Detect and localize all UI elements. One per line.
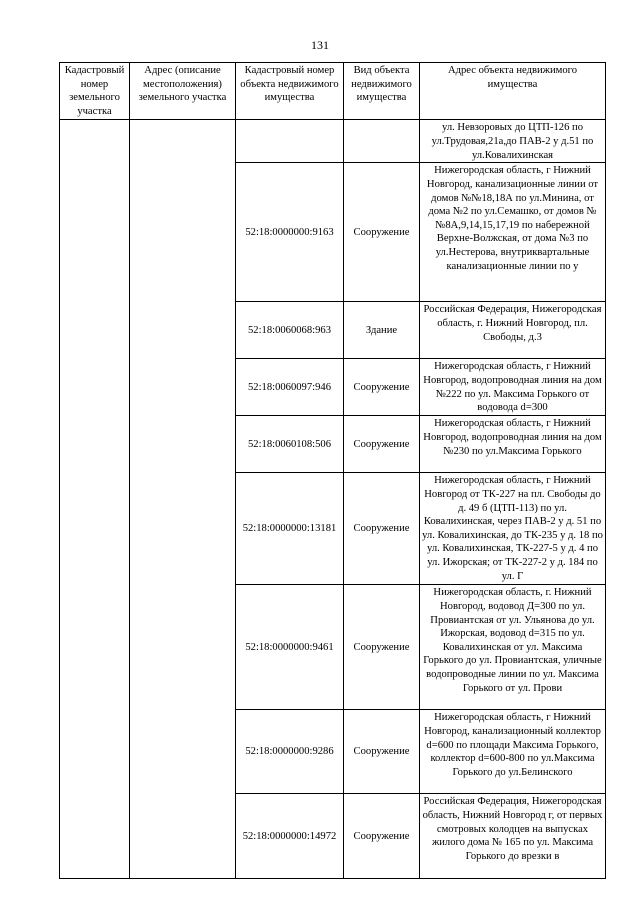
object-cadastral-cell	[236, 120, 344, 163]
header-land-address: Адрес (описание местоположения) земельного участка	[130, 63, 236, 120]
header-row	[60, 63, 606, 120]
object-cadastral-cell: 52:18:0000000:14972	[236, 794, 344, 879]
object-address-cell	[420, 710, 606, 794]
object-type-cell: Сооружение	[344, 416, 420, 473]
object-type-cell: Сооружение	[344, 710, 420, 794]
object-type-cell: Сооружение	[344, 359, 420, 416]
object-cadastral-cell: 52:18:0000000:9163	[236, 163, 344, 302]
object-type-cell: Сооружение	[344, 794, 420, 879]
object-cadastral-cell: 52:18:0060097:946	[236, 359, 344, 416]
object-address-cell	[420, 163, 606, 302]
object-address-text: Нижегородская область, г Нижний Новгород, водопроводная линия на дом №222 по ул. Максима Горького от водовода d=300	[423, 361, 602, 414]
object-cadastral-cell: 52:18:0000000:9286	[236, 710, 344, 794]
object-address-text: Нижегородская область, г Нижний Новгород, канализационные линии от домов №№18,18А по ул.Минина, от дома №2 по ул.Семашко, от домов №№8А,9,14,15,17,19 по набережной Верхне-Волжская, от дома №3 по ул.Нестерова, внутриквартальные канализационные линии по у	[426, 165, 599, 272]
object-type-cell: Здание	[344, 302, 420, 359]
header-object-cadastral: Кадастровый номер объекта недвижимого имущества	[236, 63, 344, 120]
page-number: 131	[311, 38, 329, 52]
object-address-text: Российская Федерация, Нижегородская область, Нижний Новгород г, от первых смотровых колодцев на выпусках жилого дома № 165 по ул. Максима Горького до врезки в	[422, 796, 603, 862]
object-cadastral-cell: 52:18:0000000:9461	[236, 585, 344, 710]
object-cadastral-cell: 52:18:0060108:506	[236, 416, 344, 473]
object-address-cell	[420, 359, 606, 416]
header-land-cadastral: Кадастровый номер земельного участка	[60, 63, 130, 120]
object-address-cell	[420, 416, 606, 473]
object-address-cell	[420, 120, 606, 163]
object-type-cell: Сооружение	[344, 585, 420, 710]
property-table	[59, 62, 606, 879]
object-type-cell: Сооружение	[344, 473, 420, 585]
object-address-cell	[420, 473, 606, 585]
object-address-text: ул. Невзоровых до ЦТП-126 по ул.Трудовая,21а,до ПАВ-2 у д.51 по ул.Ковалихинская	[431, 122, 594, 161]
object-cadastral-cell: 52:18:0000000:13181	[236, 473, 344, 585]
table-row	[60, 120, 606, 163]
header-object-type: Вид объекта недвижимого имущества	[344, 63, 420, 120]
object-address-cell	[420, 585, 606, 710]
object-cadastral-cell: 52:18:0060068:963	[236, 302, 344, 359]
land-address-cell	[130, 120, 236, 879]
object-address-text: Российская Федерация, Нижегородская область, г. Нижний Новгород, пл. Свободы, д.3	[423, 304, 602, 343]
header-object-address: Адрес объекта недвижимого имущества	[420, 63, 606, 120]
object-address-text: Нижегородская область, г Нижний Новгород, канализационный коллектор d=600 по площади Максима Горького, коллектор d=600-800 по ул.Максима Горького до ул.Белинского	[424, 712, 601, 778]
object-type-cell	[344, 120, 420, 163]
object-address-cell	[420, 302, 606, 359]
object-address-text: Нижегородская область, г Нижний Новгород, водопроводная линия на дом №230 по ул.Максима Горького	[423, 418, 602, 457]
object-address-text: Нижегородская область, г Нижний Новгород от ТК-227 на пл. Свободы до д. 49 б (ЦТП-113) по ул. Ковалихинская, через ПАВ-2 у д. 51 по ул. Ковалихинская, до ТК-235 у д. 18 по ул. Ковалихинская, ТК-227-5 у д. 4 по ул. Ижорская; от ТК-227-2 у д. 184 по ул. Г	[422, 475, 603, 582]
object-address-text: Нижегородская область, г. Нижний Новгород, водовод Д=300 по ул. Провиантская от ул. Ульянова до ул. Ижорская, водовод d=315 по ул. Ковалихинская от ул. Максима Горького до ул. Провиантская, уличные водопроводные линии по ул. Максима Горького от ул. Прови	[423, 587, 602, 694]
object-address-cell	[420, 794, 606, 879]
land-cadastral-cell	[60, 120, 130, 879]
object-type-cell: Сооружение	[344, 163, 420, 302]
